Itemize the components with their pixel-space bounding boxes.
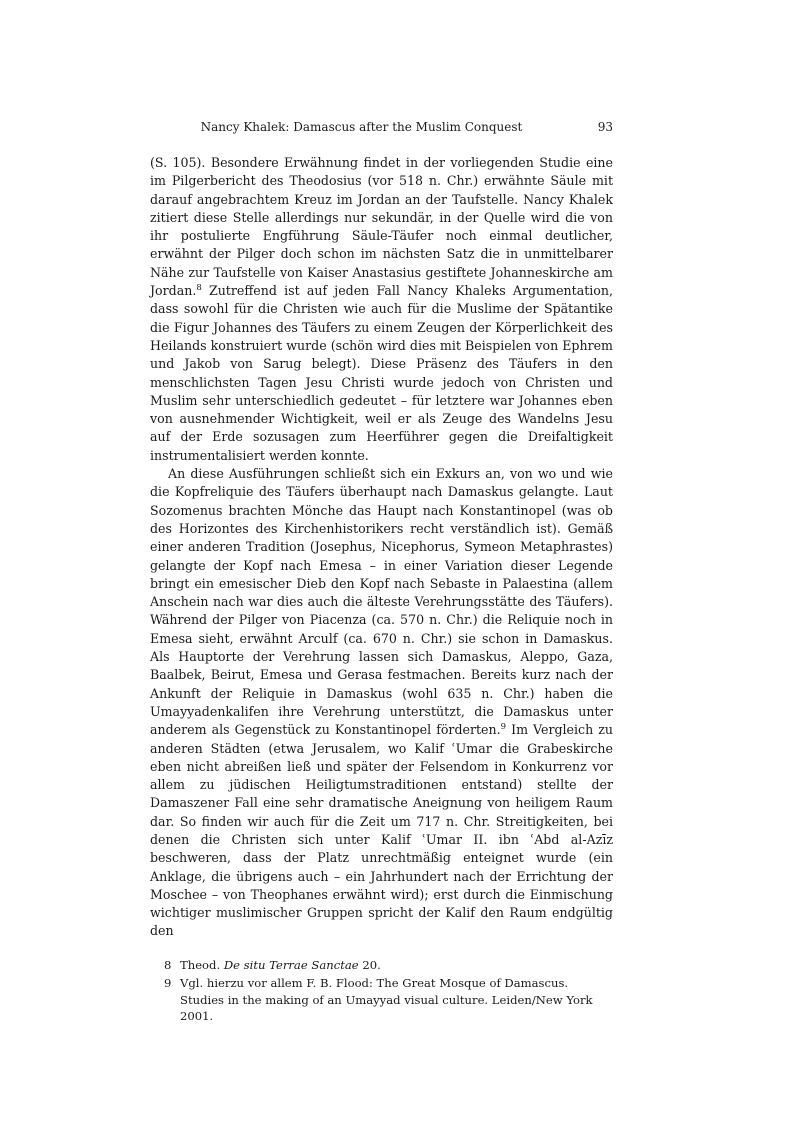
footnote-8 [150,957,613,973]
book-page [150,118,613,1026]
footnote-9 [150,975,613,1024]
paragraph-2-text-a: An diese Ausführungen schließt sich ein Exkurs an, von wo und wie die Kopfreliquie des Täufers überhaupt nach Damaskus gelangte. Laut Sozomenus brachten Mönche das Haupt nach Konstantinopel (was ob des Horizontes des Kirchenhistorikers recht verständlich ist). Gemäß einer anderen Tradition (Josephus, Nicephorus, Symeon Metaphrastes) gelangte der Kopf nach Emesa – in einer Variation dieser Legende bringt ein emesischer Dieb den Kopf nach Sebaste in Palaestina (allem Anschein nach war dies auch die älteste Verehrungsstätte des Täufers). Während der Pilger von Piacenza (ca. 570 n. Chr.) die Reliquie noch in Emesa sieht, erwähnt Arculf (ca. 670 n. Chr.) sie schon in Damaskus. Als Hauptorte der Verehrung lassen sich Damaskus, Aleppo, Gaza, Baalbek, Beirut, Emesa und Gerasa festmachen. Bereits kurz nach der Ankunft der Reliquie in Damaskus (wohl 635 n. Chr.) haben die Umayyadenkalifen ihre Verehrung unterstützt, die Damaskus unter anderem als Gegenstück zu Konstantinopel förderten. [150,466,613,738]
paragraph-2-text-b: Im Vergleich zu anderen Städten (etwa Jerusalem, wo Kalif ʿUmar die Grabeskirche eben nicht abreißen ließ und später der Felsendom in Konkurrenz vor allem zu jüdischen Heiligtumstraditionen entstand) stellte der Damaszener Fall eine sehr dramatische Aneignung von heiligem Raum dar. So finden wir auch für die Zeit um 717 n. Chr. Streitigkeiten, bei denen die Christen sich unter Kalif ʿUmar II. ibn ʿAbd al-Azīz beschweren, dass der Platz unrechtmäßig enteignet wurde (ein Anklage, die übrigens auch – ein Jahrhundert nach der Errichtung der Moschee – von Theophanes erwähnt wird); erst durch die Einmischung wichtiger muslimischer Gruppen spricht der Kalif den Raum endgültig den [150,722,613,939]
footnote-prefix: Theod. [180,957,224,972]
paragraph-1-text-a: (S. 105). Besondere Erwähnung findet in der vorliegenden Studie eine im Pilgerbericht des Theodosius (vor 518 n. Chr.) erwähnte Säule mit darauf angebrachtem Kreuz im Jordan an der Taufstelle. Nancy Khalek zitiert diese Stelle allerdings nur sekundär, in der Quelle wird die von ihr postulierte Engführung Säule-Täufer noch einmal deutlicher, erwähnt der Pilger doch schon im nächsten Satz die in unmittelbarer Nähe zur Taufstelle von Kaiser Anastasius gestiftete Johanneskirche am Jordan. [150,155,613,299]
running-head [150,118,613,140]
footnotes [150,957,613,1025]
page-number: 93 [597,120,613,134]
body-text [150,154,613,941]
paragraph-1-text-b: Zutreffend ist auf jeden Fall Nancy Khaleks Argumentation, dass sowohl für die Christen wie auch für die Muslime der Spätantike die Figur Johannes des Täufers zu einem Zeugen der Körperlichkeit des Heilands konstruiert wurde (schön wird dies mit Beispielen von Ephrem und Jakob von Sarug belegt). Diese Präsenz des Täufers in den menschlichsten Tagen Jesu Christi wurde jedoch von Christen und Muslim sehr unterschiedlich gedeutet – für letztere war Johannes eben von ausnehmender Wichtigkeit, weil er als Zeuge des Wandelns Jesu auf der Erde sozusagen zum Heerführer gegen die Dreifaltigkeit instrumentalisiert werden konnte. [150,283,613,463]
footnote-number: 8 [164,957,172,972]
footnote-ref-9[interactable]: 9 [500,722,507,733]
paragraph-1 [150,154,613,465]
footnote-text [180,957,613,973]
footnote-work-title: De situ Terrae Sanctae [223,957,359,972]
footnote-number: 9 [164,976,172,991]
footnote-suffix: 20. [358,957,381,972]
paragraph-2 [150,465,613,941]
footnote-text: Vgl. hierzu vor allem F. B. Flood: The Great Mosque of Damascus. Studies in the making of an Umayyad visual culture. Leiden/New York 2001. [180,976,593,1023]
running-title: Nancy Khalek: Damascus after the Muslim Conquest [200,120,523,134]
footnote-ref-8[interactable]: 8 [196,283,202,294]
